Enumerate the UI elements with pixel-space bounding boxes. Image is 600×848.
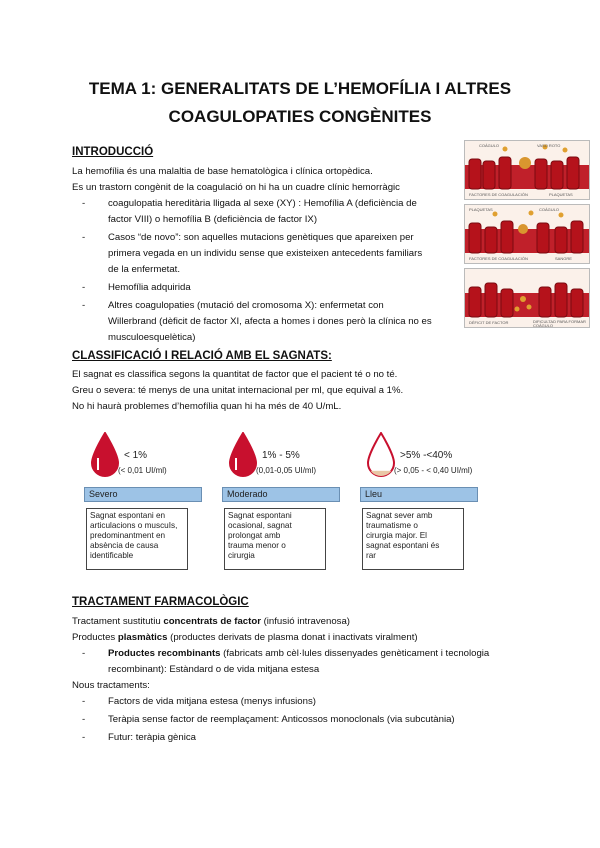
factor-level-percent: < 1% xyxy=(124,450,148,461)
severity-description-line: predominantment en xyxy=(90,531,166,540)
severity-description-line: articulacions o muscuIs, xyxy=(90,521,178,530)
illustration-label: COÁGULO xyxy=(479,143,500,148)
illustration-label: DÉFICIT DE FACTOR xyxy=(469,320,509,325)
list-item-line: Casos “de novo”: son aquelles mutacions genètiques que apareixen per xyxy=(108,232,414,243)
illustration-label: FACTORES DE COAGULACIÓN xyxy=(469,256,528,261)
list-item-line: Altres coagulopaties (mutació del cromosoma X): enfermetat con xyxy=(108,300,384,311)
list-item: - Teràpia sense factor de reemplaçament: Anticossos monoclonals (via subcutània) xyxy=(82,714,455,725)
list-item-line: Hemofília adquirida xyxy=(108,282,191,293)
intro-bullet-list xyxy=(82,196,432,346)
intro-heading: INTRODUCCIÓ xyxy=(72,146,154,158)
classification-line-2: Greu o severa: té menys de una unitat internacional per ml, que equival a 1%. xyxy=(72,385,404,396)
severity-description-box xyxy=(224,508,326,570)
list-item: - Factors de vida mitjana estesa (menys infusions) xyxy=(82,696,316,707)
severity-description-line: trauma menor o xyxy=(228,541,286,550)
intro-paragraph-1: La hemofília és una malaltia de base hematològica i clínica ortopèdica. xyxy=(72,166,373,177)
classification-line-1: El sagnat es classifica segons la quantitat de factor que el pacient té o no té. xyxy=(72,369,398,380)
factor-level-units: (> 0,05 - < 0,40 UI/ml) xyxy=(394,466,473,475)
illustration-label: VASO ROTO xyxy=(537,143,561,148)
illustration-label: SANGRE xyxy=(555,256,572,261)
recombinant-list xyxy=(82,646,490,678)
illustration-label: PLAQUETAS xyxy=(549,192,573,197)
blood-drop-icon xyxy=(366,432,396,483)
treatment-heading: TRACTAMENT FARMACOLÒGIC xyxy=(72,596,249,608)
severity-description-line: absència de causa xyxy=(90,541,159,550)
classification-line-3: No hi haurà problemes d’hemofília quan hi ha més de 40 U/mL. xyxy=(72,401,342,412)
severity-description-line: traumatisme o xyxy=(366,521,418,530)
severity-description-line: rar xyxy=(366,551,377,560)
severity-description-line: cirurgia xyxy=(228,551,255,560)
new-treatments-list xyxy=(82,694,455,746)
list-item: - Hemofília adquirida xyxy=(108,280,432,296)
list-item: - Casos “de novo”: son aquelles mutacions genètiques que apareixen per primera vegada en un individu sense que existeixen antecedents familiars de la enfermetat. xyxy=(108,230,432,278)
classification-heading: CLASSIFICACIÓ I RELACIÓ AMB EL SAGNATS: xyxy=(72,350,332,362)
factor-level-units: (< 0,01 UI/ml) xyxy=(118,466,167,475)
intro-paragraph-2: Es un trastorn congènit de la coagulació on hi ha un cuadre clínic hemorràgic xyxy=(72,182,400,193)
factor-level-units: (0,01-0,05 UI/ml) xyxy=(256,466,317,475)
coagulation-illustration-deficit xyxy=(464,268,590,328)
treatment-line-2: Productes plasmàtics (productes derivats de plasma donat i inactivats viralment) xyxy=(72,632,418,643)
illustration-label: FACTORES DE COAGULACIÓN xyxy=(469,192,528,197)
page-title-line-1: TEMA 1: GENERALITATS DE L’HEMOFÍLIA I ALTRES xyxy=(88,79,512,98)
severity-description-line: cirurgia major. El xyxy=(366,531,427,540)
coagulation-illustration-normal xyxy=(464,140,590,200)
severity-description-line: Sagnat espontani en xyxy=(90,511,166,520)
list-item-line: musculoesquelètica) xyxy=(108,332,196,343)
list-item-line: Willerbrand (dèficit de factor XI, afecta a homes i dones però la clínica no es xyxy=(108,316,432,327)
severity-description-line: Sagnat sever amb xyxy=(366,511,433,520)
coagulation-illustration-factors xyxy=(464,204,590,264)
factor-level-percent: >5% -<40% xyxy=(400,450,453,461)
severity-description-line: sagnat espontani és xyxy=(366,541,440,550)
blood-drop-icon xyxy=(228,432,258,483)
severity-label: Moderado xyxy=(222,487,340,502)
illustration-label: PLAQUETAS xyxy=(469,207,493,212)
treatment-line-1: Tractament sustitutiu concentrats de factor (infusió intravenosa) xyxy=(72,616,350,627)
list-item: - Productes recombinants (fabricats amb cèl·lules dissenyades genèticament i tecnologia recombinant): Estàndard o de vida mitjana estesa xyxy=(82,648,490,675)
list-item-line: factor VIII) o hemofília B (deficiència de factor IX) xyxy=(108,214,318,225)
severity-description-line: identificable xyxy=(90,551,134,560)
list-item-line: de la enfermetat. xyxy=(108,264,180,275)
severity-description-line: Sagnat espontani xyxy=(228,511,292,520)
list-item: - Altres coagulopaties (mutació del cromosoma X): enfermetat con Willerbrand (dèficit de factor XI, afecta a homes i dones però la clínica no es musculoesquelètica) xyxy=(108,298,432,346)
severity-description-box xyxy=(362,508,464,570)
illustration-label: COÁGULO xyxy=(539,207,560,212)
list-item-line: coagulopatia hereditària lligada al sexe (XY) : Hemofília A (deficiència de xyxy=(108,198,417,209)
list-item: - coagulopatia hereditària lligada al sexe (XY) : Hemofília A (deficiència de factor VIII) o hemofília B (deficiència de factor IX) xyxy=(108,196,432,228)
severity-description-line: prolongat amb xyxy=(228,531,281,540)
severity-description-line: ocasional, sagnat xyxy=(228,521,292,530)
severity-label: Lleu xyxy=(360,487,478,502)
list-item: - Futur: teràpia gènica xyxy=(82,732,196,743)
factor-level-percent: 1% - 5% xyxy=(262,450,300,461)
severity-description-box xyxy=(86,508,188,570)
illustration-label: DIFICULTAD PARA FORMAR COÁGULO xyxy=(533,319,586,328)
blood-drop-icon xyxy=(90,432,120,483)
page-title-line-2: COAGULOPATIES CONGÈNITES xyxy=(168,107,432,126)
severity-label: Severo xyxy=(84,487,202,502)
list-item-line: primera vegada en un individu sense que existeixen antecedents familiars xyxy=(108,248,423,259)
new-treatments-label: Nous tractaments: xyxy=(72,680,150,691)
